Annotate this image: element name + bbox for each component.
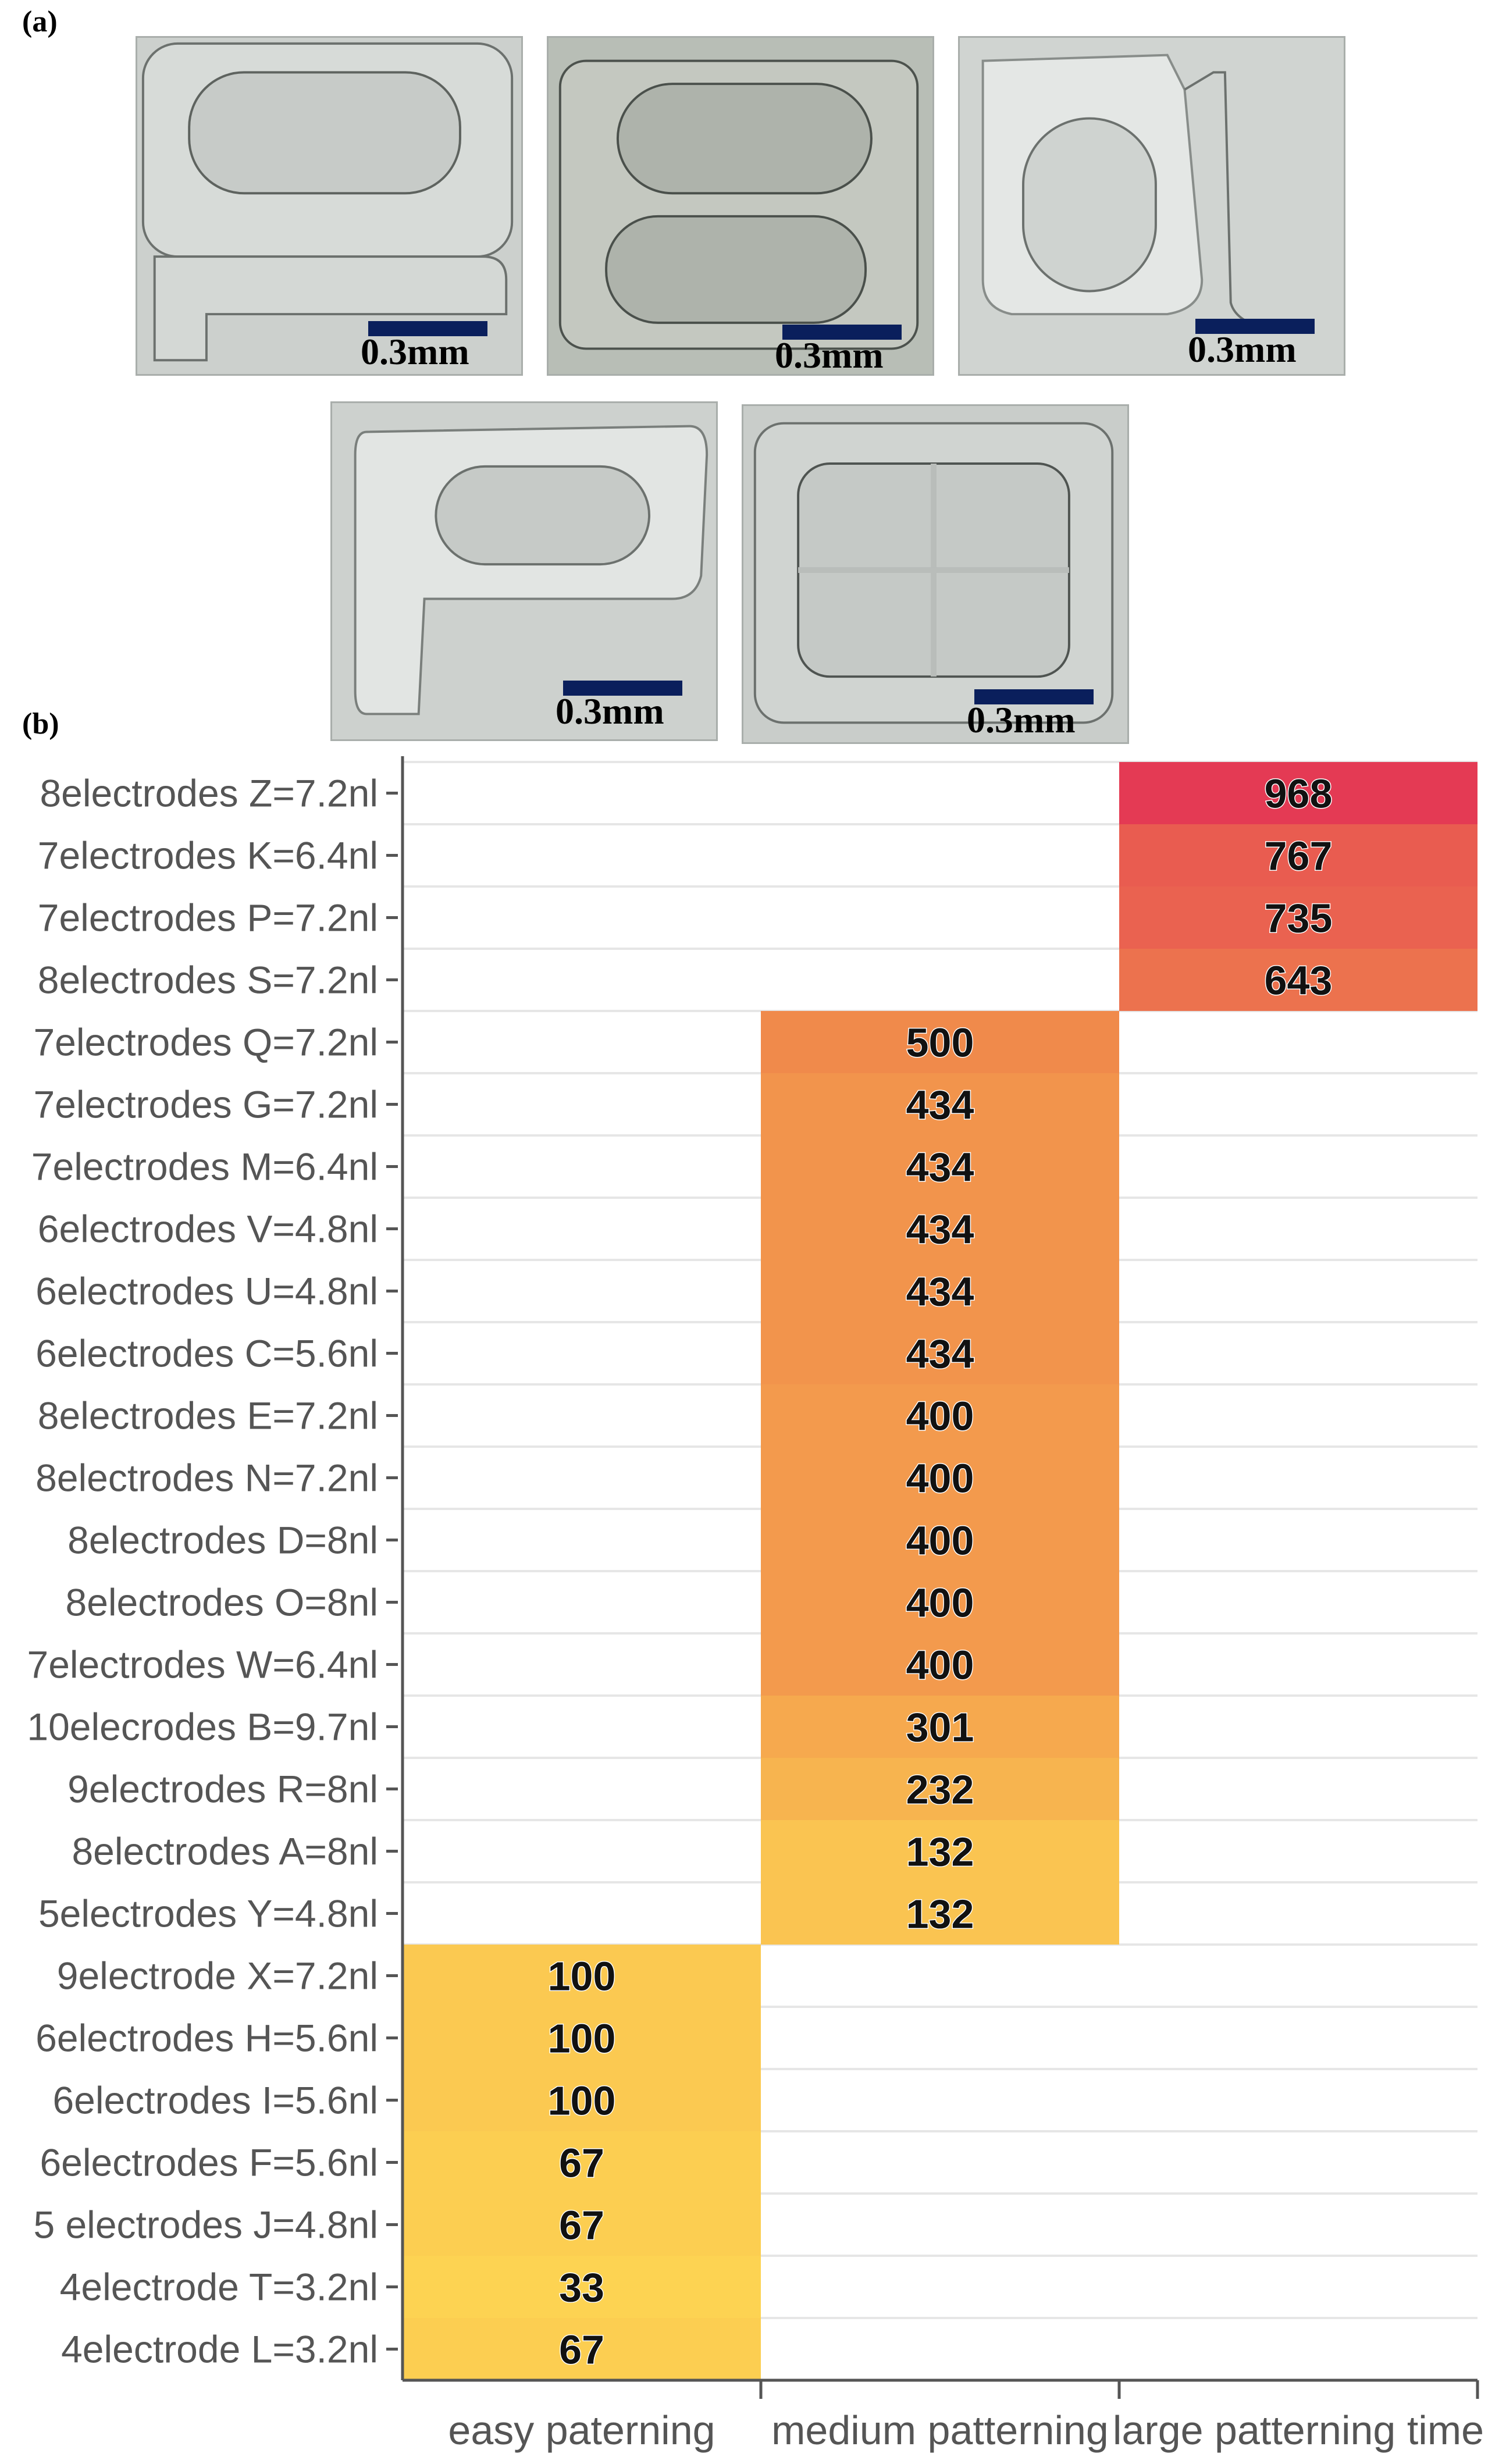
scale-label-2: 0.3mm: [775, 334, 884, 376]
cell-value-label: 100: [547, 2078, 616, 2124]
cell-value-label: 400: [906, 1642, 974, 1688]
cell-value-label: 232: [906, 1767, 974, 1813]
y-tick-label: 6electrodes I=5.6nl: [52, 2078, 378, 2122]
y-tick-label: 7electrodes Q=7.2nl: [33, 1020, 378, 1064]
cell-value-label: 434: [906, 1206, 974, 1252]
y-tick-label: 8electrodes N=7.2nl: [35, 1456, 378, 1500]
cell-value-label: 301: [906, 1704, 974, 1750]
scale-label-5: 0.3mm: [967, 699, 1076, 740]
y-tick-label: 8electrodes D=8nl: [67, 1518, 378, 1562]
y-tick-label: 8electrodes A=8nl: [72, 1829, 378, 1873]
cell-value-label: 100: [547, 1953, 616, 1999]
y-tick-label: 5 electrodes J=4.8nl: [33, 2203, 378, 2246]
y-tick-label: 6electrodes C=5.6nl: [35, 1331, 378, 1375]
cell-value-label: 434: [906, 1331, 974, 1377]
x-tick-label: medium patterning: [771, 2408, 1109, 2453]
cell-value-label: 132: [906, 1829, 974, 1875]
cell-value-label: 67: [559, 2202, 604, 2248]
panel-b-label: (b): [22, 707, 59, 740]
cell-value-label: 67: [559, 2327, 604, 2373]
y-tick-label: 9electrode X=7.2nl: [56, 1954, 378, 1997]
cell-value-label: 500: [906, 1020, 974, 1066]
y-tick-label: 7electrodes K=6.4nl: [37, 834, 378, 877]
scale-label-1: 0.3mm: [361, 331, 469, 372]
cell-value-label: 132: [906, 1891, 974, 1937]
y-tick-label: 8electrodes Z=7.2nl: [40, 771, 378, 815]
scale-label-3: 0.3mm: [1188, 329, 1297, 370]
cell-value-label: 100: [547, 2016, 616, 2061]
panel-a-label: (a): [22, 5, 58, 38]
x-tick-label: large patterning time: [1112, 2408, 1484, 2453]
y-tick-label: 8electrodes E=7.2nl: [37, 1394, 378, 1437]
cell-value-label: 434: [906, 1144, 974, 1190]
x-tick-label: easy paterning: [448, 2408, 715, 2453]
y-tick-label: 6electrodes F=5.6nl: [40, 2141, 378, 2184]
cell-value-label: 67: [559, 2140, 604, 2186]
y-tick-label: 10elecrodes B=9.7nl: [27, 1705, 378, 1749]
cell-value-label: 767: [1264, 833, 1333, 879]
y-tick-label: 6electrodes U=4.8nl: [35, 1269, 378, 1313]
y-tick-label: 7electrodes W=6.4nl: [27, 1643, 378, 1686]
cell-value-label: 400: [906, 1518, 974, 1564]
scale-label-4: 0.3mm: [556, 690, 664, 732]
y-tick-label: 6electrodes V=4.8nl: [37, 1207, 378, 1251]
y-tick-label: 8electrodes O=8nl: [65, 1580, 378, 1624]
y-tick-label: 5electrodes Y=4.8nl: [38, 1892, 378, 1935]
cell-value-label: 968: [1264, 771, 1333, 817]
cell-value-label: 33: [559, 2264, 604, 2310]
cell-value-label: 400: [906, 1455, 974, 1501]
y-tick-label: 8electrodes S=7.2nl: [37, 958, 378, 1002]
y-tick-label: 9electrodes R=8nl: [67, 1767, 378, 1811]
y-tick-label: 7electrodes P=7.2nl: [37, 896, 378, 939]
y-tick-label: 4electrode L=3.2nl: [61, 2327, 378, 2371]
y-tick-label: 6electrodes H=5.6nl: [35, 2016, 378, 2060]
patterning-heatmap-chart: [0, 739, 1506, 2464]
y-tick-label: 7electrodes G=7.2nl: [33, 1083, 378, 1126]
cell-value-label: 400: [906, 1393, 974, 1439]
y-tick-label: 7electrodes M=6.4nl: [31, 1145, 378, 1188]
cell-value-label: 735: [1264, 895, 1333, 941]
cell-value-label: 643: [1264, 957, 1333, 1003]
cell-value-label: 434: [906, 1082, 974, 1128]
cell-value-label: 434: [906, 1269, 974, 1315]
letter-shape-2: [549, 38, 932, 374]
y-tick-label: 4electrode T=3.2nl: [59, 2265, 378, 2309]
cell-value-label: 400: [906, 1580, 974, 1626]
